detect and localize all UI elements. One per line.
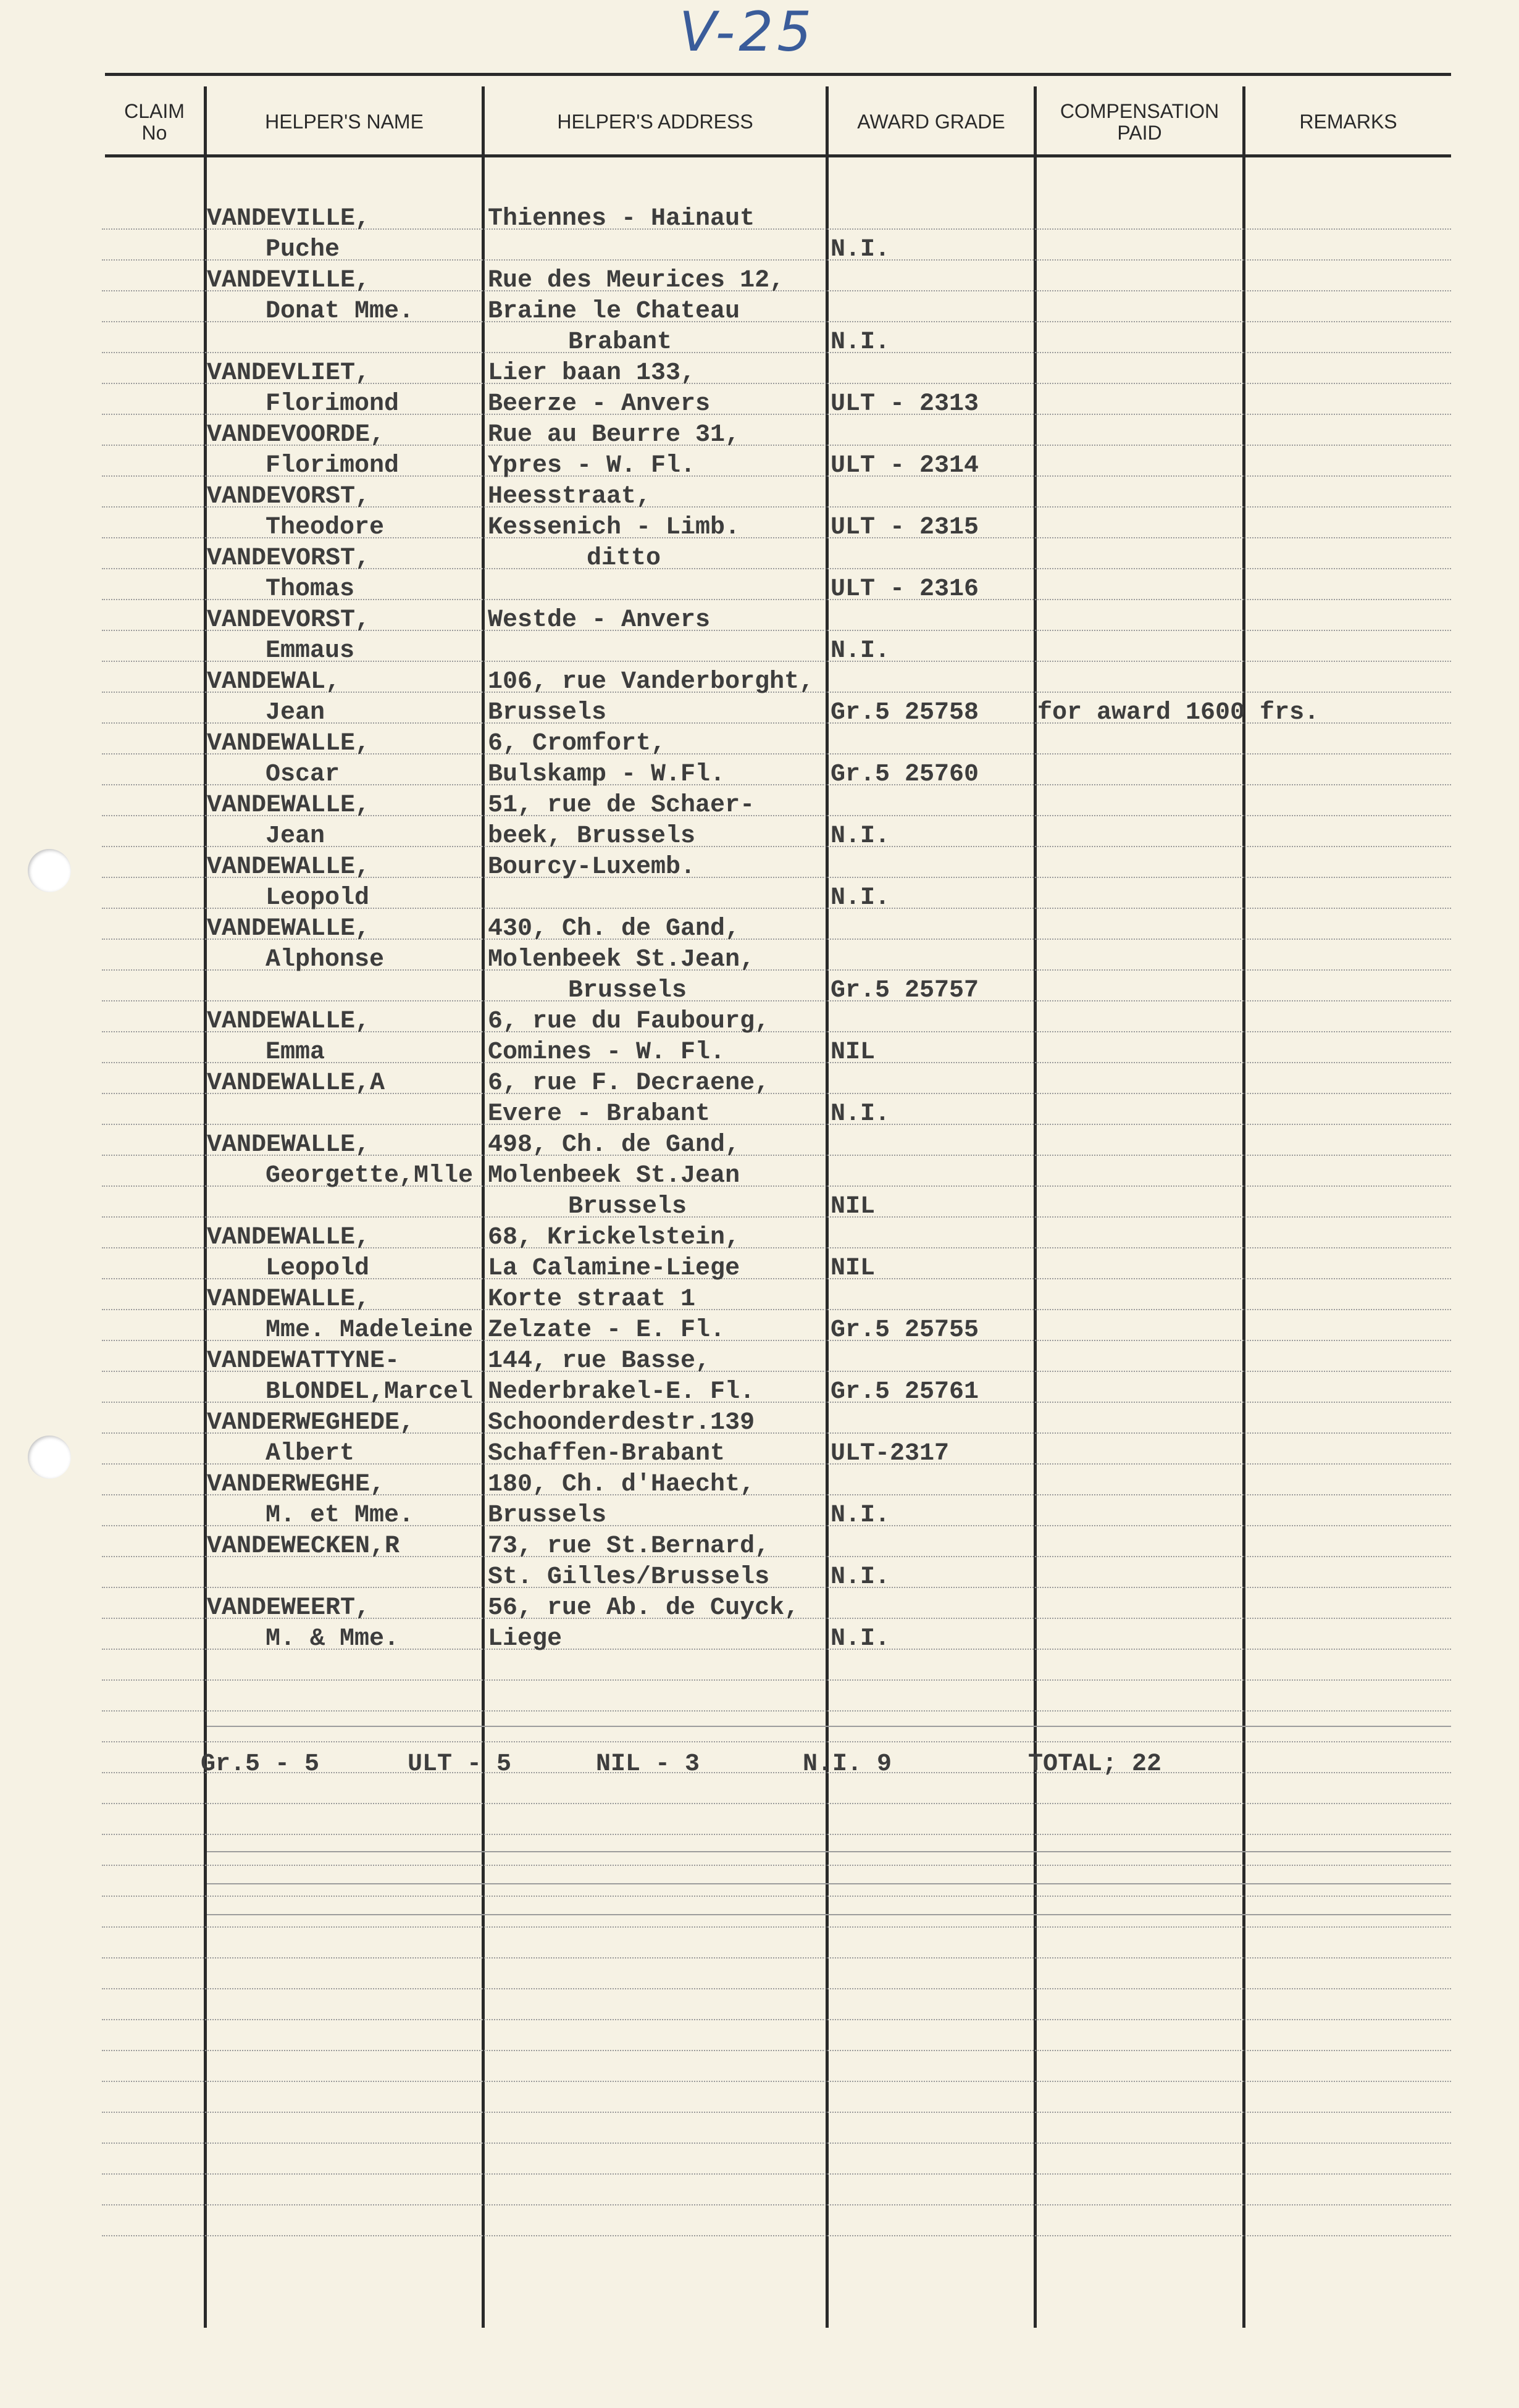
award-grade: NIL [831, 1039, 876, 1066]
ruled-line [102, 1803, 1451, 1804]
helper-address-line: Brussels [568, 1193, 687, 1221]
helper-name-line: M. & Mme. [266, 1625, 400, 1653]
award-grade: ULT - 2313 [831, 390, 979, 418]
helper-address-line: Bourcy-Luxemb. [488, 853, 696, 881]
award-grade: N.I. [831, 1100, 890, 1128]
helper-name-line: Alphonse [266, 946, 385, 974]
helper-name-line: Georgette,Mlle [266, 1162, 474, 1190]
award-grade: Gr.5 25760 [831, 761, 979, 788]
helper-address-line: Ypres - W. Fl. [488, 452, 696, 480]
helper-address-line: 6, rue du Faubourg, [488, 1008, 770, 1035]
award-grade: NIL [831, 1255, 876, 1282]
summary-total: TOTAL; 22 [1028, 1750, 1162, 1778]
helper-address-line: Lier baan 133, [488, 359, 696, 387]
column-divider [1242, 86, 1245, 2328]
helper-address-line: Molenbeek St.Jean, [488, 946, 755, 974]
helper-address-line: 6, rue F. Decraene, [488, 1069, 770, 1097]
ruled-line [102, 1988, 1451, 1989]
award-grade: N.I. [831, 637, 890, 665]
helper-name-line: Albert [266, 1440, 355, 1468]
header-helper-name: HELPER'S NAME [265, 111, 424, 133]
helper-address-line: Westde - Anvers [488, 606, 711, 634]
helper-name-line: VANDERWEGHEDE, [207, 1409, 415, 1437]
helper-address-line: Rue au Beurre 31, [488, 421, 740, 449]
ruled-line [102, 1679, 1451, 1681]
header-award-grade: AWARD GRADE [857, 111, 1005, 133]
helper-address-line: Liege [488, 1625, 563, 1653]
ruled-line [102, 2019, 1451, 2020]
helper-name-line: Jean [266, 699, 325, 727]
helper-address-line: beek, Brussels [488, 822, 696, 850]
header-claim-no: CLAIM No [124, 99, 185, 144]
ruled-line [102, 1000, 1451, 1001]
helper-name-line: VANDEWECKEN,R [207, 1532, 400, 1560]
header-helper-address: HELPER'S ADDRESS [557, 111, 753, 133]
helper-name-line: VANDEWALLE, [207, 1008, 370, 1035]
ruled-line [102, 2204, 1451, 2205]
award-grade: Gr.5 25757 [831, 977, 979, 1005]
helper-name-line: BLONDEL,Marcel [266, 1378, 474, 1406]
summary-nil: NIL - 3 [596, 1750, 700, 1778]
ruled-line [102, 1926, 1451, 1928]
helper-name-line: Jean [266, 822, 325, 850]
column-divider [826, 86, 829, 2328]
helper-address-line: Brabant [568, 328, 672, 356]
helper-address-line: 106, rue Vanderborght, [488, 668, 814, 696]
top-rule [105, 73, 1451, 76]
ruled-line [102, 2235, 1451, 2236]
award-grade: N.I. [831, 884, 890, 912]
ruled-line [102, 1896, 1451, 1897]
helper-address-line: Bulskamp - W.Fl. [488, 761, 726, 788]
ruled-line [102, 2173, 1451, 2175]
helper-name-line: VANDEVORST, [207, 483, 370, 511]
helper-address-line: 180, Ch. d'Haecht, [488, 1471, 755, 1499]
header-compensation-paid: COMPENSATION PAID [1060, 99, 1220, 144]
helper-address-line: Nederbrakel-E. Fl. [488, 1378, 755, 1406]
award-grade: ULT - 2315 [831, 514, 979, 541]
compensation-note: for award 1600 frs. [1037, 699, 1320, 727]
helper-address-line: 56, rue Ab. de Cuyck, [488, 1594, 800, 1622]
ruled-line [207, 1883, 1451, 1884]
helper-address-line: Brussels [488, 1502, 607, 1529]
ruled-line [102, 2143, 1451, 2144]
helper-address-line: Rue des Meurices 12, [488, 267, 785, 295]
helper-address-line: Comines - W. Fl. [488, 1039, 726, 1066]
helper-name-line: Thomas [266, 575, 355, 603]
helper-name-line: VANDEWALLE, [207, 853, 370, 881]
helper-address-line: Kessenich - Limb. [488, 514, 740, 541]
award-grade: N.I. [831, 1563, 890, 1591]
helper-name-line: M. et Mme. [266, 1502, 414, 1529]
helper-name-line: Theodore [266, 514, 385, 541]
helper-address-line: Evere - Brabant [488, 1100, 711, 1128]
summary-ult: ULT - 5 [408, 1750, 512, 1778]
helper-name-line: VANDEVILLE, [207, 205, 370, 233]
page-reference: V-25 [679, 0, 816, 64]
award-grade: ULT - 2316 [831, 575, 979, 603]
helper-name-line: VANDEWALLE, [207, 1131, 370, 1159]
helper-address-line: Brussels [568, 977, 687, 1005]
helper-name-line: Emma [266, 1039, 325, 1066]
helper-address-line: Brussels [488, 699, 607, 727]
helper-address-line: Korte straat 1 [488, 1286, 696, 1313]
award-grade: N.I. [831, 1502, 890, 1529]
helper-name-line: VANDEWALLE, [207, 792, 370, 819]
ruled-line [207, 1914, 1451, 1915]
ruled-line [102, 1957, 1451, 1959]
helper-name-line: Florimond [266, 452, 400, 480]
helper-address-line: 144, rue Basse, [488, 1347, 711, 1375]
helper-address-line: St. Gilles/Brussels [488, 1563, 770, 1591]
column-divider [1034, 86, 1037, 2328]
award-grade: Gr.5 25761 [831, 1378, 979, 1406]
ruled-line [207, 1851, 1451, 1852]
helper-name-line: VANDEVILLE, [207, 267, 370, 295]
award-grade: Gr.5 25758 [831, 699, 979, 727]
helper-name-line: Florimond [266, 390, 400, 418]
header-rule [105, 154, 1451, 157]
summary-ni: N.I. 9 [803, 1750, 892, 1778]
helper-address-line: Heesstraat, [488, 483, 651, 511]
helper-name-line: VANDEWEERT, [207, 1594, 370, 1622]
ruled-line [102, 1865, 1451, 1866]
helper-name-line: Leopold [266, 1255, 370, 1282]
binder-hole [28, 849, 71, 892]
helper-name-line: VANDEVORST, [207, 606, 370, 634]
helper-address-line: 51, rue de Schaer- [488, 792, 755, 819]
helper-name-line: VANDERWEGHE, [207, 1471, 385, 1499]
award-grade: N.I. [831, 236, 890, 264]
award-grade: NIL [831, 1193, 876, 1221]
helper-address-line: ditto [587, 545, 661, 572]
award-grade: N.I. [831, 328, 890, 356]
binder-hole [28, 1436, 71, 1479]
helper-address-line: Braine le Chateau [488, 298, 740, 325]
award-grade: ULT - 2314 [831, 452, 979, 480]
ruled-line [102, 1587, 1451, 1588]
award-grade: ULT-2317 [831, 1440, 950, 1468]
award-grade: N.I. [831, 1625, 890, 1653]
helper-name-line: Puche [266, 236, 340, 264]
ruled-line [102, 1124, 1451, 1125]
helper-name-line: Mme. Madeleine [266, 1316, 474, 1344]
ruled-line [102, 2050, 1451, 2051]
helper-name-line: VANDEWALLE, [207, 915, 370, 943]
helper-name-line: VANDEVORST, [207, 545, 370, 572]
column-divider [482, 86, 485, 2328]
ruled-line [102, 1741, 1451, 1742]
helper-name-line: VANDEVLIET, [207, 359, 370, 387]
helper-address-line: 68, Krickelstein, [488, 1224, 740, 1252]
ruled-line [102, 1710, 1451, 1712]
ruled-line [102, 1834, 1451, 1835]
helper-name-line: Oscar [266, 761, 340, 788]
helper-address-line: Schoonderdestr.139 [488, 1409, 755, 1437]
helper-address-line: Molenbeek St.Jean [488, 1162, 740, 1190]
helper-name-line: VANDEWALLE, [207, 730, 370, 758]
ruled-line [102, 1216, 1451, 1218]
award-grade: N.I. [831, 822, 890, 850]
header-remarks: REMARKS [1299, 111, 1397, 133]
helper-name-line: Leopold [266, 884, 370, 912]
helper-name-line: VANDEWALLE, [207, 1224, 370, 1252]
ruled-line [207, 1726, 1451, 1727]
helper-address-line: Thiennes - Hainaut [488, 205, 755, 233]
summary-gr5: Gr.5 - 5 [201, 1750, 320, 1778]
ruled-line [102, 352, 1451, 353]
helper-address-line: Zelzate - E. Fl. [488, 1316, 726, 1344]
helper-address-line: Beerze - Anvers [488, 390, 711, 418]
helper-name-line: VANDEWAL, [207, 668, 341, 696]
helper-name-line: VANDEWALLE,A [207, 1069, 385, 1097]
helper-address-line: 73, rue St.Bernard, [488, 1532, 770, 1560]
helper-name-line: VANDEVOORDE, [207, 421, 385, 449]
helper-address-line: 6, Cromfort, [488, 730, 666, 758]
helper-address-line: 498, Ch. de Gand, [488, 1131, 740, 1159]
ruled-line [102, 2081, 1451, 2082]
award-grade: Gr.5 25755 [831, 1316, 979, 1344]
helper-name-line: VANDEWALLE, [207, 1286, 370, 1313]
helper-name-line: Emmaus [266, 637, 355, 665]
ruled-line [102, 2112, 1451, 2113]
helper-address-line: 430, Ch. de Gand, [488, 915, 740, 943]
helper-name-line: Donat Mme. [266, 298, 414, 325]
helper-name-line: VANDEWATTYNE- [207, 1347, 400, 1375]
helper-address-line: Schaffen-Brabant [488, 1440, 726, 1468]
helper-address-line: La Calamine-Liege [488, 1255, 740, 1282]
